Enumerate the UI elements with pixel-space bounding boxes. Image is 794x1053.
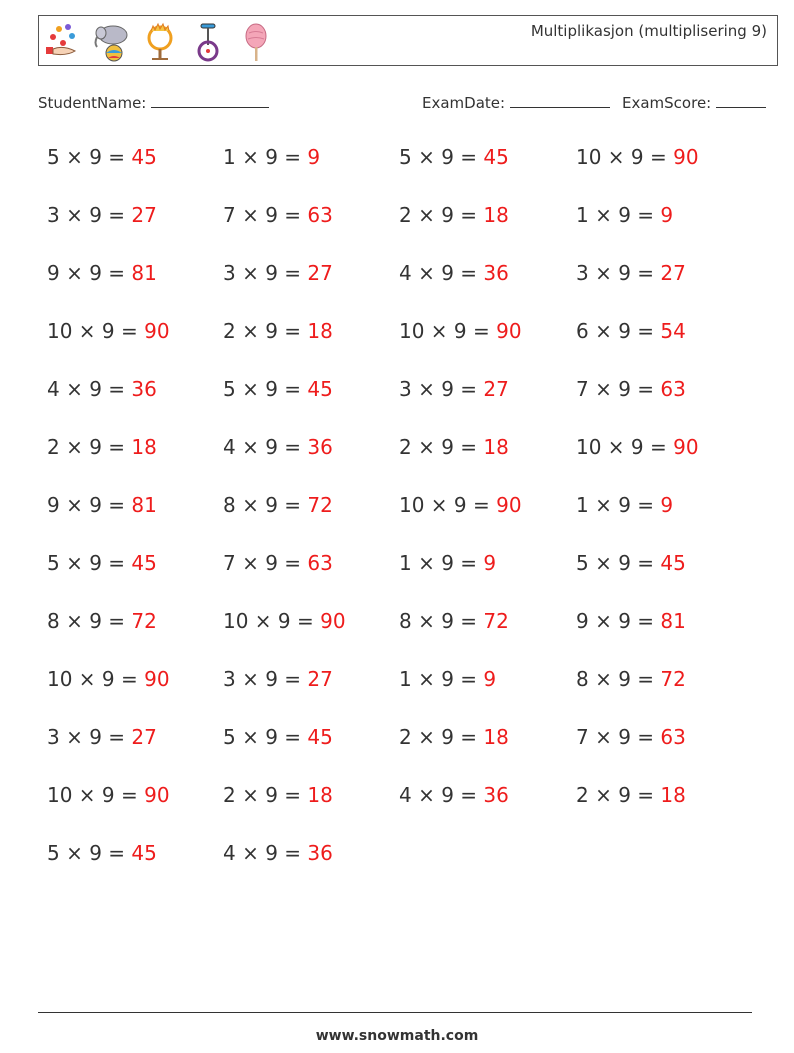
problem-answer: 18 (483, 435, 509, 459)
student-name-line[interactable] (151, 93, 269, 108)
problem-answer: 18 (131, 435, 157, 459)
problem-answer: 9 (483, 667, 497, 691)
problem-item (223, 551, 333, 575)
problem-item (576, 667, 686, 691)
problem-item (223, 377, 333, 401)
problem-item (223, 725, 333, 749)
problem-item (47, 493, 157, 517)
problem-item (399, 551, 496, 575)
problem-question: 8 × 9 = (223, 493, 308, 517)
problem-item (47, 319, 170, 343)
problem-answer: 45 (131, 551, 157, 575)
problem-question: 8 × 9 = (47, 609, 132, 633)
problem-item (399, 493, 522, 517)
problem-question: 3 × 9 = (576, 261, 661, 285)
problem-answer: 36 (307, 435, 333, 459)
problem-answer: 18 (307, 783, 333, 807)
problem-answer: 90 (144, 319, 170, 343)
problem-item (223, 261, 333, 285)
ring-of-fire-icon (139, 21, 181, 63)
problem-question: 4 × 9 = (47, 377, 132, 401)
problem-question: 9 × 9 = (47, 493, 132, 517)
problem-answer: 27 (131, 725, 157, 749)
problem-answer: 36 (483, 783, 509, 807)
problem-question: 10 × 9 = (47, 783, 145, 807)
problem-answer: 27 (131, 203, 157, 227)
problem-question: 8 × 9 = (576, 667, 661, 691)
problem-answer: 54 (660, 319, 686, 343)
problem-answer: 90 (144, 783, 170, 807)
problem-question: 8 × 9 = (399, 609, 484, 633)
problem-question: 7 × 9 = (223, 551, 308, 575)
problem-item (47, 435, 157, 459)
elephant-on-ball-icon (91, 21, 133, 63)
footer-website: www.snowmath.com (315, 1028, 479, 1044)
problem-answer: 90 (144, 667, 170, 691)
problem-item (576, 319, 686, 343)
problem-item (223, 783, 333, 807)
problem-answer: 36 (131, 377, 157, 401)
problem-question: 10 × 9 = (576, 145, 674, 169)
problem-question: 2 × 9 = (399, 725, 484, 749)
problem-answer: 45 (660, 551, 686, 575)
problem-item (576, 203, 673, 227)
exam-date-line[interactable] (510, 93, 610, 108)
problem-question: 5 × 9 = (47, 145, 132, 169)
problem-item (223, 493, 333, 517)
problem-question: 4 × 9 = (223, 841, 308, 865)
problem-question: 5 × 9 = (223, 377, 308, 401)
problem-question: 4 × 9 = (399, 783, 484, 807)
problem-item (47, 609, 157, 633)
problem-answer: 63 (307, 551, 333, 575)
problem-item (47, 145, 157, 169)
problem-answer: 72 (483, 609, 509, 633)
exam-date-field[interactable] (422, 93, 610, 112)
problem-item (47, 667, 170, 691)
problem-item (47, 203, 157, 227)
problem-question: 2 × 9 = (47, 435, 132, 459)
problem-question: 2 × 9 = (576, 783, 661, 807)
problem-question: 9 × 9 = (47, 261, 132, 285)
problem-item (576, 261, 686, 285)
problem-answer: 63 (660, 377, 686, 401)
problem-item (399, 203, 509, 227)
problem-question: 3 × 9 = (223, 261, 308, 285)
problem-question: 5 × 9 = (47, 841, 132, 865)
problem-question: 6 × 9 = (576, 319, 661, 343)
problem-question: 2 × 9 = (399, 203, 484, 227)
problem-item (576, 435, 699, 459)
exam-score-field[interactable] (622, 93, 766, 112)
problem-item (399, 261, 509, 285)
problem-answer: 18 (483, 203, 509, 227)
problem-question: 3 × 9 = (399, 377, 484, 401)
problem-question: 7 × 9 = (576, 377, 661, 401)
problem-question: 7 × 9 = (223, 203, 308, 227)
problem-answer: 72 (307, 493, 333, 517)
problem-question: 2 × 9 = (223, 783, 308, 807)
problem-answer: 36 (307, 841, 333, 865)
problem-item (223, 667, 333, 691)
problem-answer: 72 (131, 609, 157, 633)
problem-question: 2 × 9 = (399, 435, 484, 459)
problem-question: 5 × 9 = (399, 145, 484, 169)
problem-question: 3 × 9 = (47, 725, 132, 749)
problem-item (576, 725, 686, 749)
problem-question: 4 × 9 = (223, 435, 308, 459)
problem-question: 2 × 9 = (223, 319, 308, 343)
student-name-field[interactable] (38, 93, 269, 112)
problem-question: 1 × 9 = (399, 551, 484, 575)
problem-answer: 81 (131, 493, 157, 517)
problem-question: 10 × 9 = (223, 609, 321, 633)
problem-answer: 27 (660, 261, 686, 285)
problem-question: 3 × 9 = (223, 667, 308, 691)
problem-answer: 45 (131, 145, 157, 169)
problem-item (399, 377, 509, 401)
footer-divider (38, 1012, 752, 1013)
problem-item (399, 609, 509, 633)
problem-item (223, 145, 320, 169)
problem-item (223, 203, 333, 227)
problem-item (399, 435, 509, 459)
problem-question: 5 × 9 = (47, 551, 132, 575)
unicycle-icon (187, 21, 229, 63)
problem-question: 10 × 9 = (47, 319, 145, 343)
problem-answer: 90 (496, 493, 522, 517)
problem-item (47, 783, 170, 807)
problem-item (47, 725, 157, 749)
problem-answer: 81 (131, 261, 157, 285)
problem-item (47, 841, 157, 865)
problem-question: 1 × 9 = (576, 493, 661, 517)
problem-question: 4 × 9 = (399, 261, 484, 285)
problem-item (576, 551, 686, 575)
problem-question: 3 × 9 = (47, 203, 132, 227)
problem-item (399, 783, 509, 807)
problem-answer: 45 (131, 841, 157, 865)
problem-question: 10 × 9 = (399, 493, 497, 517)
problem-item (399, 145, 509, 169)
problem-item (399, 725, 509, 749)
problem-question: 9 × 9 = (576, 609, 661, 633)
problem-answer: 18 (307, 319, 333, 343)
problem-answer: 72 (660, 667, 686, 691)
juggling-balls-icon (43, 21, 85, 63)
problem-item (47, 377, 157, 401)
problem-answer: 9 (307, 145, 321, 169)
problem-answer: 18 (660, 783, 686, 807)
problem-answer: 90 (673, 435, 699, 459)
problem-answer: 36 (483, 261, 509, 285)
problem-question: 10 × 9 = (576, 435, 674, 459)
problem-question: 10 × 9 = (399, 319, 497, 343)
problem-question: 1 × 9 = (223, 145, 308, 169)
problem-answer: 27 (307, 667, 333, 691)
problem-question: 7 × 9 = (576, 725, 661, 749)
header-icons (43, 20, 277, 64)
problem-answer: 45 (483, 145, 509, 169)
problem-answer: 9 (483, 551, 497, 575)
problem-answer: 27 (307, 261, 333, 285)
problem-answer: 90 (496, 319, 522, 343)
problem-answer: 63 (660, 725, 686, 749)
problem-answer: 63 (307, 203, 333, 227)
problem-item (223, 841, 333, 865)
exam-date-label: ExamDate: (422, 94, 506, 112)
problem-item (576, 377, 686, 401)
problem-answer: 9 (660, 493, 674, 517)
problem-item (576, 783, 686, 807)
cotton-candy-icon (235, 21, 277, 63)
problem-answer: 27 (483, 377, 509, 401)
problem-answer: 18 (483, 725, 509, 749)
worksheet-title: Multiplikasjon (multiplisering 9) (530, 22, 767, 40)
problem-question: 10 × 9 = (47, 667, 145, 691)
problem-answer: 9 (660, 203, 674, 227)
problem-question: 1 × 9 = (576, 203, 661, 227)
problem-question: 5 × 9 = (576, 551, 661, 575)
worksheet-header (38, 15, 778, 66)
problem-answer: 90 (320, 609, 346, 633)
problem-item (47, 551, 157, 575)
problem-item (576, 145, 699, 169)
problem-answer: 45 (307, 377, 333, 401)
exam-score-label: ExamScore: (622, 94, 712, 112)
exam-score-line[interactable] (716, 93, 766, 108)
problem-item (399, 319, 522, 343)
problem-item (223, 609, 346, 633)
problem-item (47, 261, 157, 285)
problem-item (576, 493, 673, 517)
problem-item (223, 435, 333, 459)
problem-item (223, 319, 333, 343)
student-name-label: StudentName: (38, 94, 147, 112)
problem-answer: 90 (673, 145, 699, 169)
problem-item (399, 667, 496, 691)
problem-question: 1 × 9 = (399, 667, 484, 691)
problem-answer: 81 (660, 609, 686, 633)
problem-question: 5 × 9 = (223, 725, 308, 749)
problem-item (576, 609, 686, 633)
problem-answer: 45 (307, 725, 333, 749)
